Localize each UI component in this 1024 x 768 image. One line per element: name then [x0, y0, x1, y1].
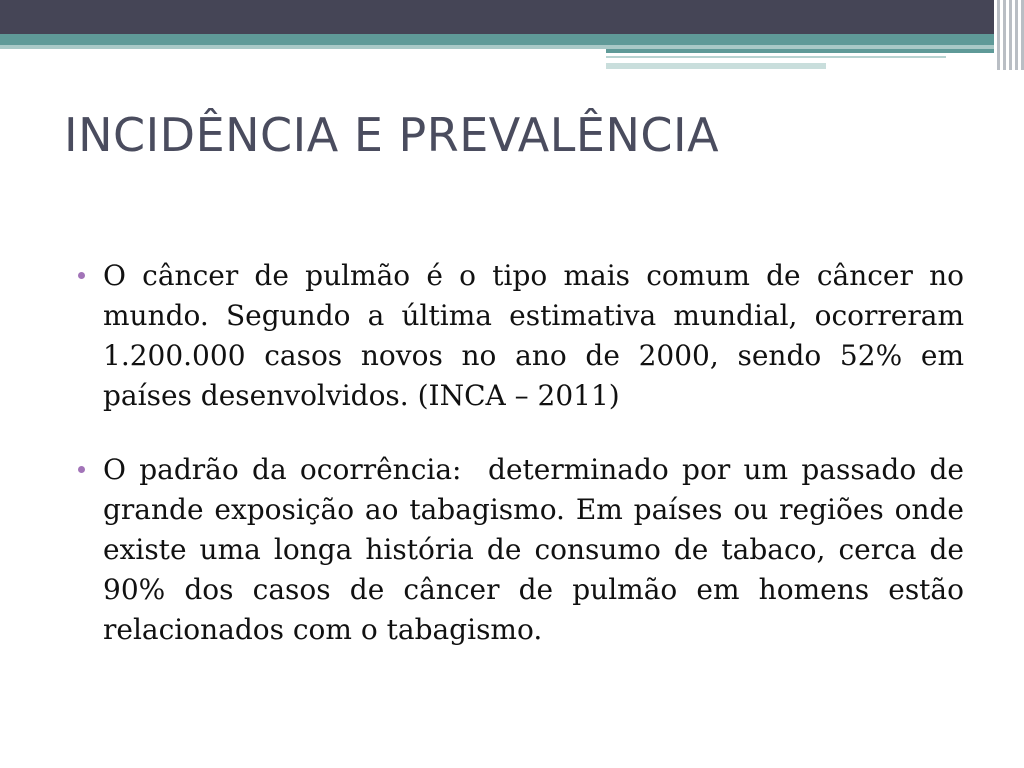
bullet-item — [78, 450, 973, 650]
bullet-text: O câncer de pulmão é o tipo mais comum de câncer no mundo. Segundo a última estimativa mundial, ocorreram 1.200.000 casos novos no ano de 2000, sendo 52% em países desenvolvidos. (INCA – 2011) — [103, 259, 973, 412]
corner-stripes — [994, 0, 1024, 70]
bullet-dot-icon — [78, 272, 85, 279]
slide-title: INCIDÊNCIA E PREVALÊNCIA — [64, 108, 720, 162]
header-thin-bar — [606, 63, 826, 69]
bullet-text: O padrão da ocorrência: determinado por um passado de grande exposição ao tabagismo. Em países ou regiões onde existe uma longa história de consumo de tabaco, cerca de 90% dos casos de câncer de pulmão em homens estão relacionados com o tabagismo. — [103, 453, 973, 646]
bullet-list — [78, 256, 973, 684]
header-teal-band — [0, 34, 1024, 45]
bullet-item — [78, 256, 973, 416]
header-thin-line — [606, 56, 946, 58]
header-accent-band — [606, 49, 1024, 53]
bullet-dot-icon — [78, 466, 85, 473]
header-dark-band — [0, 0, 1024, 34]
